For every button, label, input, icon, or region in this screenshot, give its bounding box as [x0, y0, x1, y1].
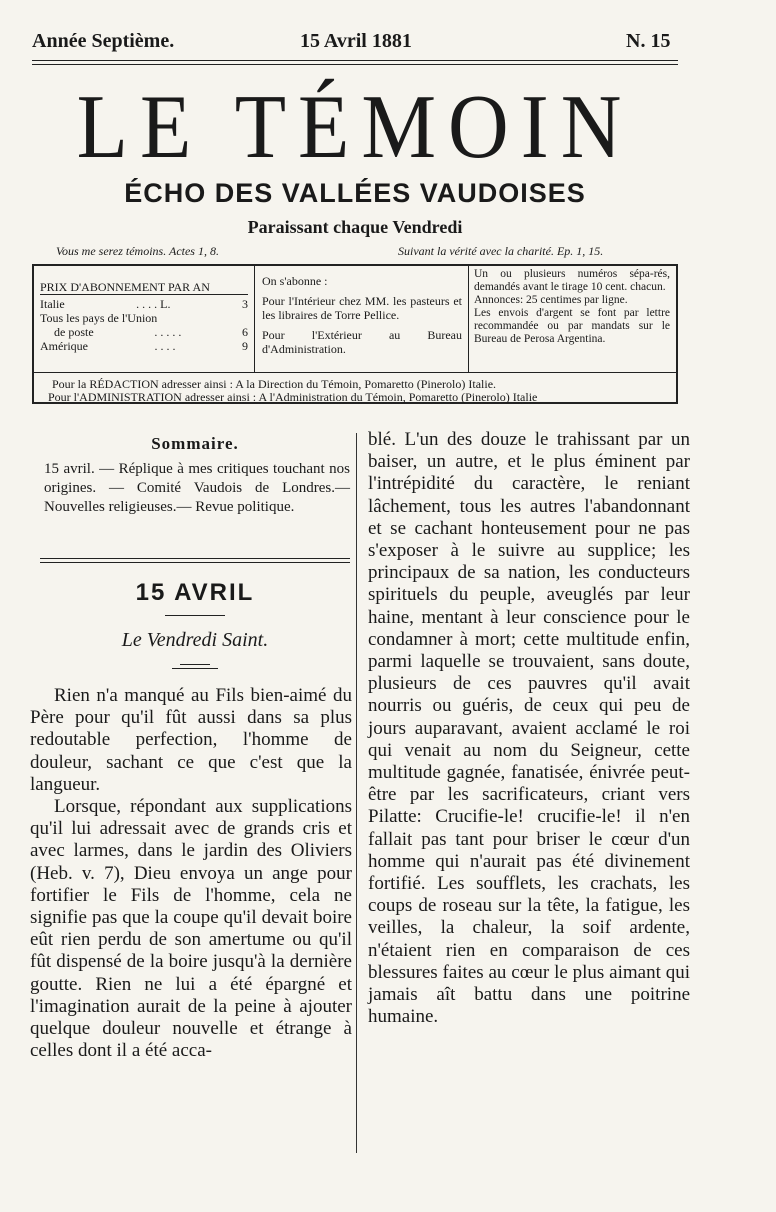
periodicity: Paraissant chaque Vendredi [247, 217, 463, 237]
price-row [40, 325, 248, 339]
article-column-2 [368, 429, 690, 1028]
price-list [40, 280, 248, 353]
administration-address: Pour l'ADMINISTRATION adresser ainsi : A l'Administration du Témoin, Pomaretto (Pinerolo) Italie [48, 390, 538, 404]
subheading-rule [172, 668, 218, 669]
price-row [40, 339, 248, 353]
sommaire-title: Sommaire. [151, 434, 239, 453]
price-dots: . . . . [154, 339, 176, 353]
header-rule-double [32, 64, 678, 65]
price-value: 9 [241, 339, 248, 353]
box-divider [468, 266, 469, 372]
price-label: Amérique [40, 339, 88, 353]
article-heading: 15 AVRIL [135, 579, 255, 606]
article-subheading: Le Vendredi Saint. [121, 629, 269, 651]
article-paragraph: blé. L'un des douze le trahissant par un baiser, un autre, et le plus éminent par l'intrépidité du caractère, le reniant lâchement, tous les autres l'abandonnant et se cachant honteusement pour ne pas s'exposer à le suivre au supplice; les principaux de sa nation, les conducteurs spirituels du peuple, aveuglés par leur haine, mentant à leur conscience pour le condamner à mort; cette multitude enfin, parmi laquelle se trouvaient, sans doute, plusieurs de ces pauvres qu'il avait nourris ou guéris, de ceux qui peu de jours auparavant, avaient acclamé le roi qui venait au nom du Seigneur, cette multitude gagnée, fanatisée, énivrée peut-être par les sacrificateurs, criant vers Pilatte: Crucifie-le! crucifie-le! il n'en fallait pas tant pour briser le cœur d'un homme qui n'aurait pas été divinement fortifié. Les soufflets, les crachats, les coups de roseau sur la tête, la fatigue, les veilles, la chaleur, la soif ardente, n'étaient rien en comparaison de ces blessures faites au cœur le plus aimant qui jamais aît battu dans une poitrine humaine. [368, 429, 690, 1028]
issue-number: N. 15 [626, 30, 671, 52]
subheading-rule [180, 664, 210, 665]
article-column-1 [30, 685, 352, 1062]
price-dots: . . . . . [154, 325, 182, 339]
price-dots: . . . . L. [136, 297, 171, 311]
heading-rule [165, 615, 225, 616]
article-paragraph: Lorsque, répondant aux supplications qu'il lui adressait avec de grands cris et avec larmes, dans le jardin des Oliviers (Heb. v. 7), Dieu envoya un ange pour fortifier le Fils de l'homme, cela ne signifie pas que la coupe qu'il devait boire eût rien perdu de son amertume ou qu'il fût dispensé de la boire jusqu'à la dernière goutte. Rien ne lui a été épargné et l'imagination aurait de la peine à ajouter quelque douleur nouvelle et étrange à celles dont il a été acca- [30, 796, 352, 1062]
money-note: Les envois d'argent se font par lettre recommandée ou par mandats sur le Bureau de Perosa Argentina. [474, 307, 670, 345]
subscribe-exterior: Pour l'Extérieur au Bureau d'Administration. [262, 328, 462, 356]
box-divider [34, 372, 676, 373]
article-paragraph: Rien n'a manqué au Fils bien-aimé du Père pour qu'il fût aussi dans sa plus redoutable perfection, l'homme de douleur, sachant ce que c'est que la langueur. [30, 685, 352, 795]
price-value: 3 [242, 297, 248, 311]
price-label: Italie [40, 297, 65, 311]
subscribe-info [262, 274, 462, 356]
redaction-address: Pour la RÉDACTION adresser ainsi : A la Direction du Témoin, Pomaretto (Pinerolo) Italie. [52, 377, 497, 391]
price-row [40, 297, 248, 311]
subscribe-interior: Pour l'Intérieur chez MM. les pasteurs et les libraires de Torre Pellice. [262, 294, 462, 322]
epigraph-right: Suivant la vérité avec la charité. Ep. 1, 15. [398, 244, 604, 258]
ads-note: Annonces: 25 centimes par ligne. [474, 294, 628, 306]
header-rule [32, 60, 678, 61]
price-title: PRIX D'ABONNEMENT PAR AN [40, 280, 248, 295]
column-separator [356, 433, 357, 1153]
newspaper-title: LE TÉMOIN [76, 77, 634, 178]
price-row [40, 311, 248, 325]
price-value: 6 [242, 325, 248, 339]
price-label: de poste [54, 325, 94, 339]
section-rule [40, 558, 350, 559]
numbers-note: Un ou plusieurs numéros sépa-rés, demandés avant le tirage 10 cent. chacun. [474, 268, 670, 293]
misc-info [474, 268, 670, 346]
issue-date: 15 Avril 1881 [300, 30, 412, 52]
section-rule-double [40, 562, 350, 563]
volume-label: Année Septième. [32, 30, 175, 52]
subscription-box [32, 264, 678, 404]
subscribe-title: On s'abonne : [262, 274, 328, 288]
epigraph-left: Vous me serez témoins. Actes 1, 8. [56, 244, 219, 258]
sommaire-text: 15 avril. — Réplique à mes critiques touchant nos origines. — Comité Vaudois de Londres.— Nouvelles religieuses.— Revue politique. [44, 461, 350, 515]
price-label: Tous les pays de l'Union [40, 311, 158, 325]
newspaper-subtitle: ÉCHO DES VALLÉES VAUDOISES [124, 178, 586, 208]
box-divider [254, 266, 255, 372]
